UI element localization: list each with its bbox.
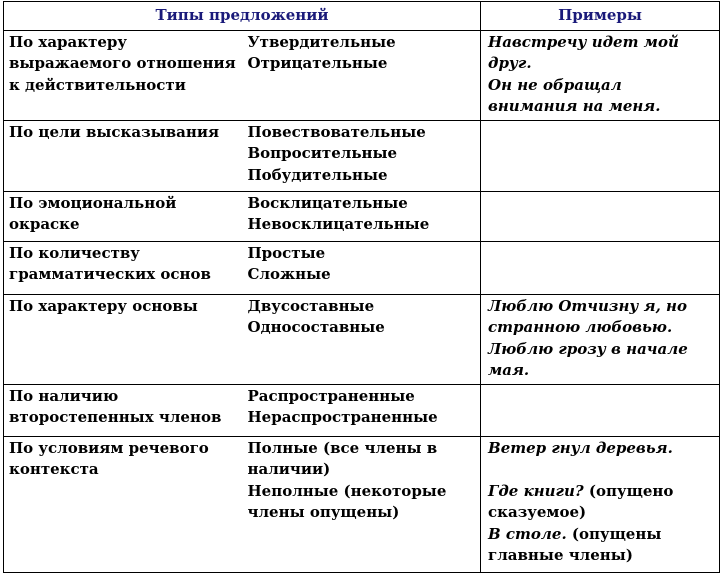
- types-cell: [244, 241, 481, 294]
- table-row: [4, 120, 720, 191]
- category-cell: По эмоциональной окраске: [4, 191, 244, 241]
- type-item: Полные (все члены в наличии): [247, 438, 443, 478]
- types-cell: [244, 384, 481, 436]
- example-sentence: Где книги?: [488, 481, 584, 500]
- examples-cell: [481, 294, 720, 384]
- type-item: Побудительные: [247, 165, 388, 184]
- header-row: [4, 2, 720, 31]
- category-cell: По количеству грамматических основ: [4, 241, 244, 294]
- examples-cell-empty: [481, 191, 720, 241]
- types-cell: [244, 191, 481, 241]
- example-item: Ветер гнул деревья.: [488, 438, 673, 457]
- category-cell: По наличию второстепенных членов: [4, 384, 244, 436]
- type-item: Распространенные: [247, 386, 415, 405]
- example-sentence: В столе.: [488, 524, 567, 543]
- table-row: [4, 191, 720, 241]
- type-item: Повествовательные: [247, 122, 426, 141]
- table-row: [4, 384, 720, 436]
- table-row: [4, 436, 720, 572]
- example-note: (опущены главные члены): [488, 524, 667, 564]
- type-item: Утвердительные: [247, 32, 396, 51]
- category-cell: По характеру основы: [4, 294, 244, 384]
- header-examples: Примеры: [481, 2, 720, 31]
- type-item: Отрицательные: [247, 54, 388, 72]
- type-item: Сложные: [247, 265, 331, 283]
- example-item: [488, 524, 714, 567]
- type-item: Вопросительные: [247, 144, 398, 162]
- examples-cell: [481, 436, 720, 572]
- type-item: Восклицательные: [247, 193, 408, 212]
- types-cell: [244, 30, 481, 120]
- examples-cell-empty: [481, 384, 720, 436]
- category-cell: По условиям речевого контекста: [4, 436, 244, 572]
- type-item: Односоставные: [247, 318, 385, 336]
- sentence-types-table: [3, 1, 720, 573]
- types-cell: [244, 436, 481, 572]
- example-item: Он не обращал внимания на меня.: [488, 75, 661, 115]
- example-item: Люблю Отчизну я, но странною любовью.: [488, 296, 693, 336]
- type-item: Неполные (некоторые члены опущены): [247, 481, 452, 521]
- examples-cell: [481, 30, 720, 120]
- example-item: Люблю грозу в начале мая.: [488, 339, 693, 379]
- type-item: Невосклицательные: [247, 215, 430, 233]
- types-cell: [244, 120, 481, 191]
- examples-cell-empty: [481, 241, 720, 294]
- table-row: [4, 294, 720, 384]
- example-item: Навстречу идет мой друг.: [488, 32, 685, 72]
- table-row: [4, 241, 720, 294]
- example-item: [488, 481, 714, 524]
- example-spacer: [488, 459, 714, 481]
- examples-cell-empty: [481, 120, 720, 191]
- type-item: Нераспространенные: [247, 408, 438, 426]
- type-item: Простые: [247, 243, 326, 262]
- example-note: (опущено сказуемое): [488, 481, 679, 521]
- header-sentence-types: Типы предложений: [4, 2, 481, 31]
- type-item: Двусоставные: [247, 296, 375, 315]
- types-cell: [244, 294, 481, 384]
- table-row: [4, 30, 720, 120]
- category-cell: По характеру выражаемого отношения к действительности: [4, 30, 244, 120]
- category-cell: По цели высказывания: [4, 120, 244, 191]
